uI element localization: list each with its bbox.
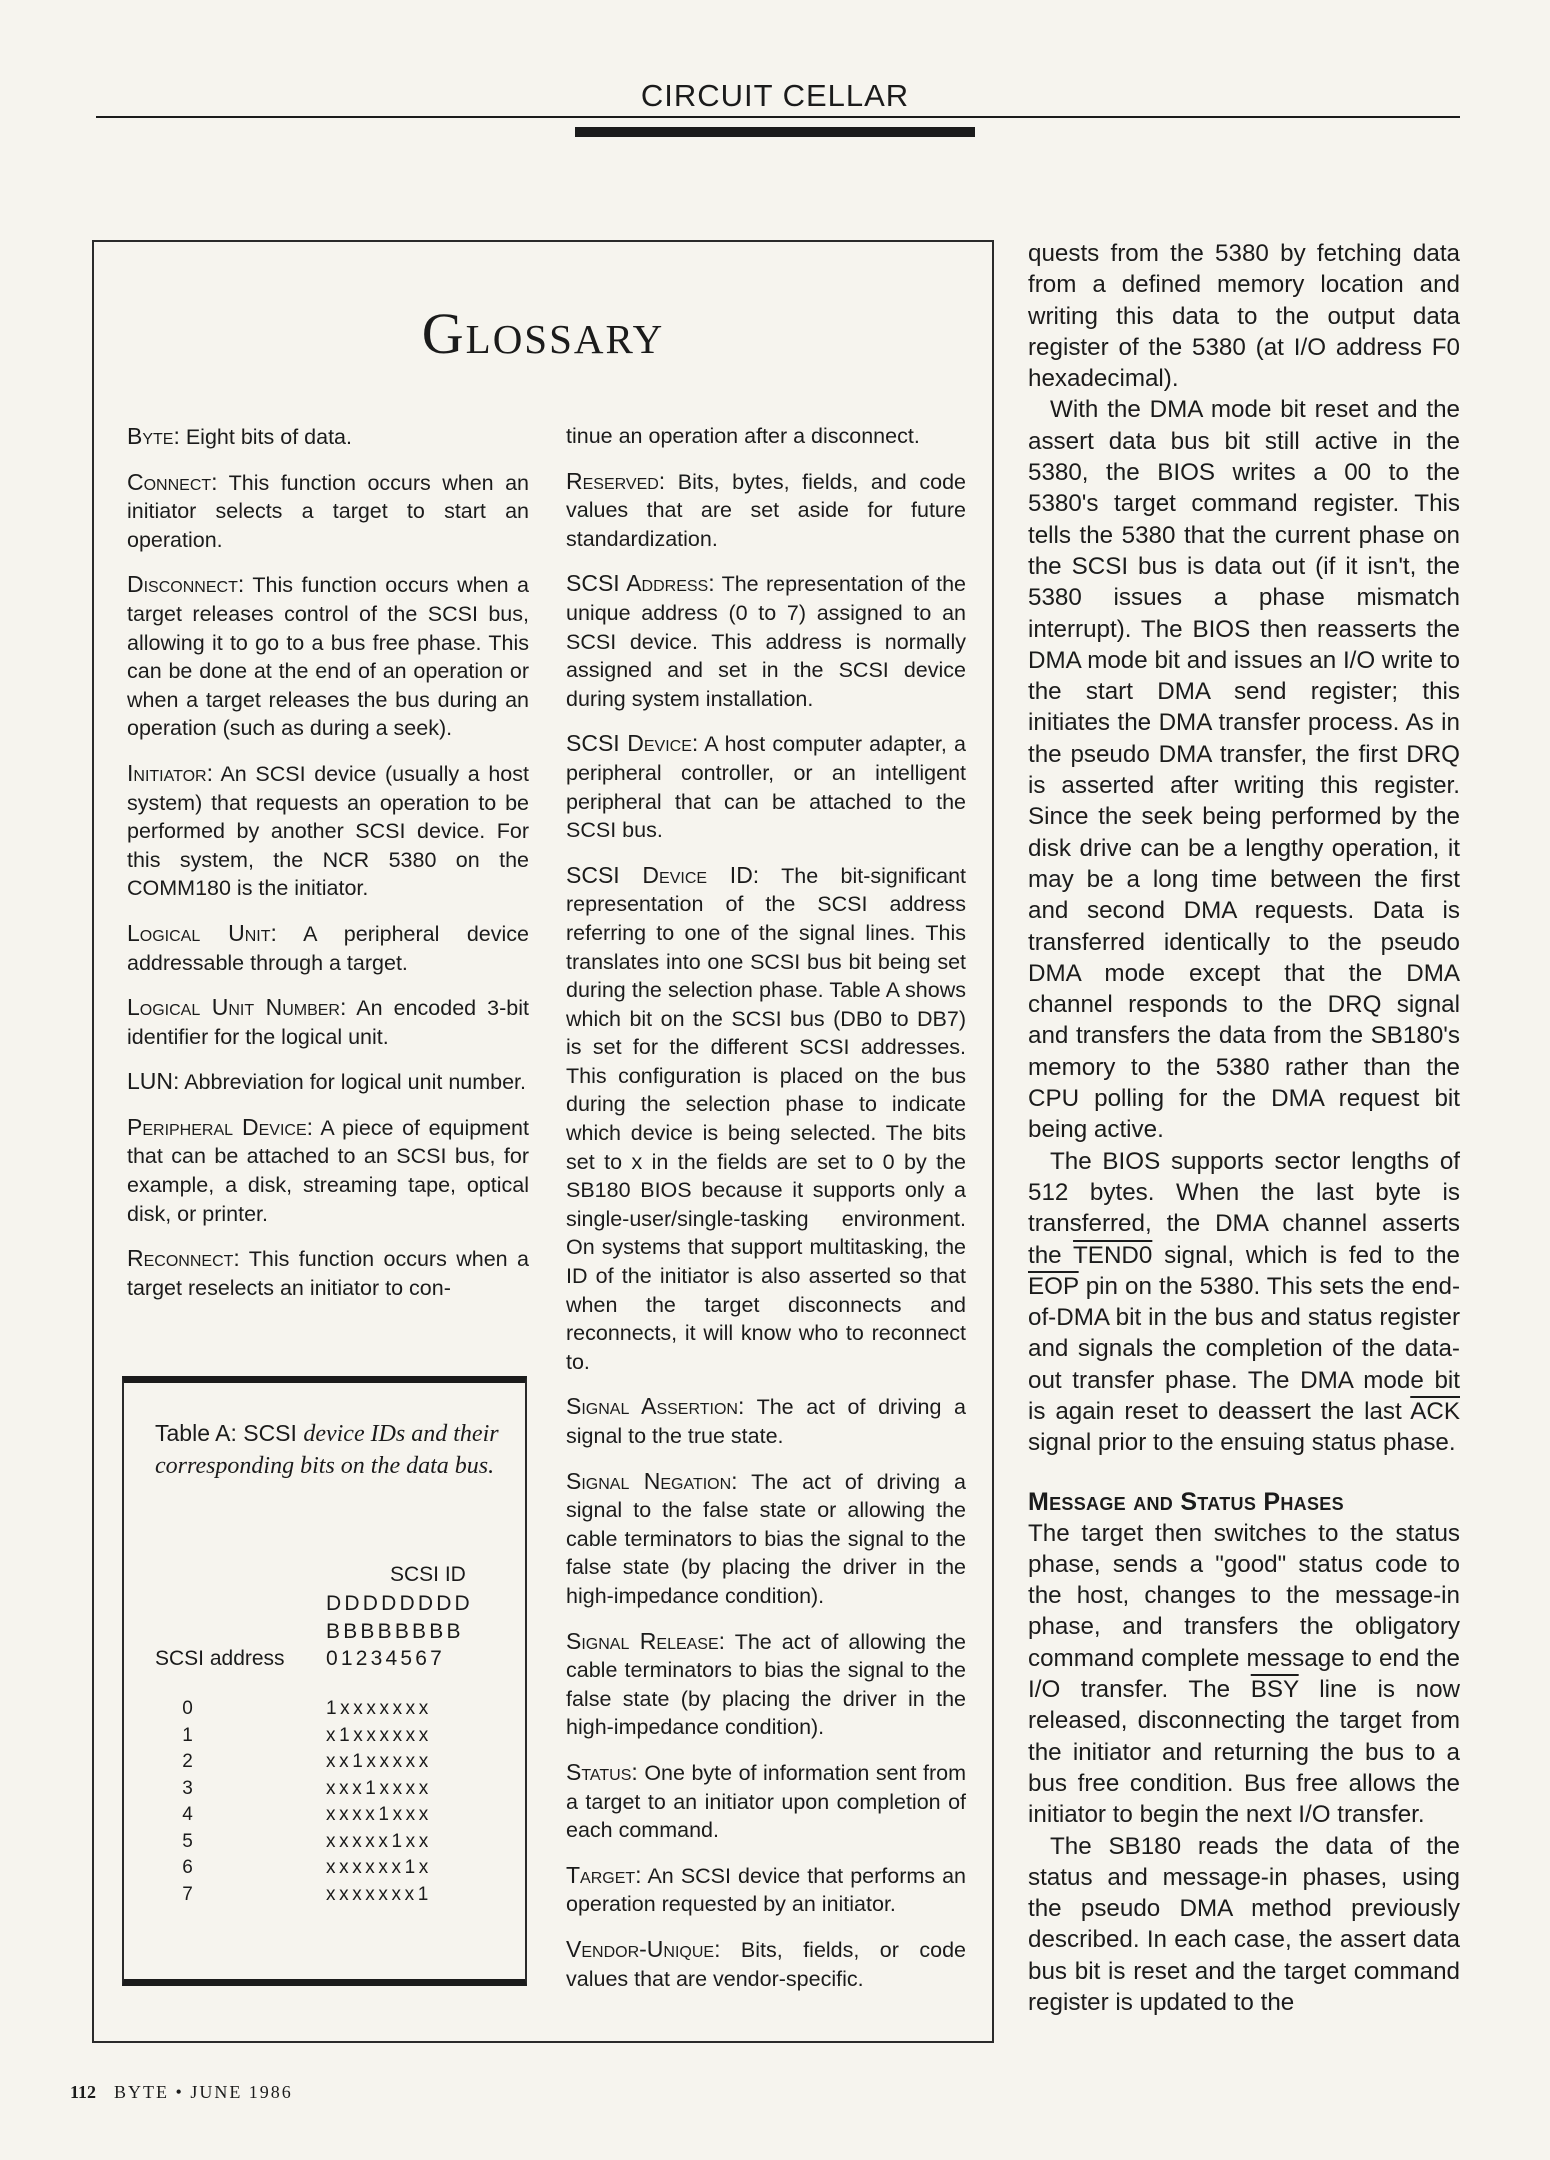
glossary-term: LUN: (127, 1068, 180, 1095)
table-cell-bits: 1xxxxxxx (326, 1698, 432, 1720)
glossary-entry (566, 1758, 966, 1845)
table-cell-address: 5 (182, 1830, 193, 1852)
table-row (150, 1749, 510, 1776)
glossary-entry (127, 919, 529, 977)
glossary-definition: The act of allowing the cable terminators to bias the signal to the false state (by placing the driver in the high-impedance condition). (566, 1629, 966, 1740)
text-run: pin on the 5380. This sets the end-of-DMA bit in the bus and status register and signals the completion of the data-out transfer phase. The DMA mode bit is again reset to deassert the last (1028, 1272, 1460, 1425)
glossary-entry (566, 729, 966, 844)
table-row (150, 1776, 510, 1803)
header-rule (96, 116, 1460, 118)
glossary-term: Disconnect: (127, 571, 245, 598)
table-cell-bits: xxxxx1xx (326, 1830, 432, 1852)
table-a-header-address: SCSI address (155, 1647, 285, 1670)
table-row (150, 1696, 510, 1723)
glossary-entry (566, 861, 966, 1377)
table-row (150, 1855, 510, 1882)
table-a-header-numbers: 01234567 (326, 1647, 446, 1670)
text-run: line is now released, disconnecting the target from the initiator and returning the bus to a bus free condition. Bus free allows the initiator to begin the next I/O transfer. (1028, 1676, 1461, 1829)
table-cell-address: 6 (182, 1857, 193, 1879)
glossary-entry (127, 1113, 529, 1228)
article-paragraph: The SB180 reads the data of the status and message-in phases, using the pseudo DMA method previously described. In each case, the assert data bus bit is reset and the target command register is updated to the (1028, 1832, 1460, 2017)
signal-eop: $\overline{EOP}$ (1028, 1272, 1079, 1300)
glossary-definition: Bits, fields, or code values that are vendor-specific. (566, 1937, 967, 1991)
glossary-entry (127, 993, 529, 1051)
table-cell-address: 0 (182, 1698, 193, 1720)
glossary-term: Peripheral Device: (127, 1113, 314, 1140)
glossary-definition: An SCSI device (usually a host system) that requests an operation to be performed by another SCSI device. For this system, the NCR 5380 on the COMM180 is the initiator. (127, 761, 529, 901)
glossary-definition: A piece of equipment that can be attached to an SCSI bus, for example, a disk, streaming tape, optical disk, or printer. (127, 1115, 529, 1226)
table-cell-bits: xxx1xxxx (326, 1777, 432, 1799)
signal-ack: $\overline{ACK}$ (1410, 1397, 1460, 1425)
text-run: The target then switches to the status phase, sends a "good" status code to the host, changes to the message-in phase, and transfers the obligatory command complete message to end the I/O transfer. The (1028, 1519, 1460, 1704)
text-run: The BIOS supports sector lengths of 512 bytes. When the last byte is transferred, the DMA channel asserts the (1028, 1147, 1460, 1269)
glossary-term: Target: (566, 1861, 642, 1888)
glossary-term: Byte: (127, 423, 180, 449)
table-cell-address: 3 (182, 1777, 193, 1799)
glossary-entry (566, 1627, 966, 1742)
signal-tend0: TEND0 (1073, 1241, 1153, 1269)
glossary-left-column (127, 422, 529, 1318)
footer-text: BYTE • JUNE 1986 (114, 2082, 293, 2102)
glossary-definition: Bits, bytes, fields, and code values that are set aside for future standardization. (566, 469, 966, 551)
glossary-term: Signal Assertion: (566, 1393, 745, 1420)
table-row (150, 1882, 510, 1909)
glossary-entry (127, 468, 529, 555)
table-cell-address: 7 (182, 1883, 193, 1905)
glossary-term: SCSI Device: (566, 730, 699, 757)
table-a-header-id: SCSI ID (390, 1563, 466, 1586)
glossary-entry (127, 759, 529, 903)
glossary-definition: This function occurs when a target releases control of the SCSI bus, allowing it to go to a bus free phase. This can be done at the end of an operation or when a target releases the bus during an operation (such as during a seek). (127, 573, 529, 741)
glossary-term: Logical Unit: (127, 919, 277, 946)
table-cell-bits: xx1xxxxx (326, 1751, 432, 1773)
table-row (150, 1829, 510, 1856)
glossary-term: SCSI Device ID: (566, 861, 760, 888)
glossary-definition: This function occurs when an initiator selects a target to start an operation. (127, 470, 530, 552)
table-row (150, 1723, 510, 1750)
table-a-caption (155, 1418, 500, 1482)
article-paragraph (1028, 1146, 1460, 1459)
glossary-definition: The act of driving a signal to the true state. (566, 1395, 966, 1448)
header-bar (575, 127, 975, 137)
glossary-definition: An SCSI device that performs an operation requested by an initiator. (566, 1863, 967, 1917)
article-paragraph: With the DMA mode bit reset and the assert data bus bit still active in the 5380, the BIOS writes a 00 to the 5380's target command register. This tells the 5380 that the current phase on the SCSI bus is data out (if it isn't, the 5380 issues a phase mismatch interrupt). The BIOS then reasserts the DMA mode bit and issues an I/O write to the start DMA send register; this initiates the DMA transfer process. As in the pseudo DMA transfer, the first DRQ is asserted after writing this register. Since the seek being performed by the disk drive can be a lengthy operation, it may be a long time between the first and second DMA requests. Data is transferred identically to the pseudo DMA mode except that the DMA channel responds to the DRQ signal and transfers the data from the SB180's memory to the 5380 rather than the CPU polling for the DMA request bit being active. (1028, 396, 1460, 1144)
glossary-right-column (566, 422, 966, 2009)
glossary-term: Reconnect: (127, 1245, 240, 1272)
table-a-caption-label: Table A: SCSI (155, 1420, 304, 1446)
page-footer (70, 2082, 293, 2103)
table-a-header-b: BBBBBBBB (326, 1620, 464, 1643)
table-cell-address: 2 (182, 1751, 193, 1773)
glossary-definition: One byte of information sent from a target to an initiator upon completion of each command. (566, 1760, 966, 1843)
table-cell-bits: xxxxxxx1 (326, 1883, 432, 1905)
table-a-rows (150, 1696, 510, 1908)
glossary-definition: Abbreviation for logical unit number. (184, 1070, 527, 1095)
table-cell-address: 4 (182, 1804, 193, 1826)
glossary-entry (566, 467, 966, 554)
glossary-term: Logical Unit Number: (127, 994, 347, 1021)
glossary-definition: An encoded 3-bit identifier for the logical unit. (127, 996, 529, 1049)
glossary-definition: The bit-significant representation of the SCSI address referring to one of the signal lines. This translates into one SCSI bus bit being set during the selection phase. Table A shows which bit on the SCSI bus (DB0 to DB7) is set for the different SCSI addresses. This configuration is placed on the bus during the selection phase to indicate which device is being selected. The bits set to x in the fields are set to 0 by the SB180 BIOS because it supports only a single-user/single-tasking environment. On systems that support multitasking, the ID of the initiator is also asserted so that when the target disconnects and reconnects, it will know who to reconnect to. (566, 863, 967, 1374)
glossary-title: Glossary (421, 301, 665, 366)
signal-bsy: $\overline{BSY}$ (1250, 1676, 1299, 1704)
glossary-definition: Eight bits of data. (185, 425, 352, 449)
glossary-entry (127, 422, 529, 452)
table-a-caption-italic: device IDs and their corresponding bits on the data bus. (155, 1421, 499, 1479)
article-paragraph (1028, 1518, 1460, 1831)
text-run: signal prior to the ensuing status phase. (1028, 1429, 1456, 1457)
text-run: signal, which is fed to the (1152, 1241, 1460, 1269)
table-a-header-d: DDDDDDDD (326, 1592, 473, 1615)
glossary-definition: A host computer adapter, a peripheral controller, or an intelligent peripheral that can be attached to the SCSI bus. (566, 732, 966, 843)
running-header: CIRCUIT CELLAR (640, 78, 910, 113)
glossary-entry (566, 1467, 966, 1611)
glossary-entry (566, 1861, 966, 1919)
glossary-entry (127, 1067, 529, 1097)
glossary-continuation: tinue an operation after a disconnect. (566, 424, 920, 448)
glossary-term: Vendor-Unique: (566, 1935, 721, 1962)
table-cell-bits: x1xxxxxx (326, 1724, 432, 1746)
glossary-term: SCSI Address: (566, 570, 715, 597)
glossary-entry (127, 1244, 529, 1302)
article-column (1028, 238, 1460, 2018)
glossary-term: Connect: (127, 468, 218, 495)
glossary-definition: The representation of the unique address (0 to 7) assigned to an SCSI device. This address is normally assigned and set in the SCSI device during system installation. (566, 572, 966, 711)
page-number: 112 (70, 2082, 97, 2102)
table-row (150, 1802, 510, 1829)
glossary-term: Status: (566, 1758, 638, 1785)
glossary-term: Signal Release: (566, 1627, 726, 1654)
article-paragraph: quests from the 5380 by fetching data from a defined memory location and writing this data to the output data register of the 5380 (at I/O address F0 hexadecimal). (1028, 240, 1460, 393)
section-heading: Message and Status Phases (1028, 1487, 1344, 1516)
table-cell-address: 1 (182, 1724, 193, 1746)
glossary-entry (566, 569, 966, 713)
table-cell-bits: xxxxxx1x (326, 1857, 432, 1879)
glossary-term: Initiator: (127, 759, 213, 786)
glossary-definition: The act of driving a signal to the false state or allowing the cable terminators to bias the signal to the false state (by placing the driver in the high-impedance condition). (566, 1469, 966, 1608)
glossary-entry (566, 1935, 966, 1993)
glossary-term: Reserved: (566, 467, 666, 494)
glossary-definition: A peripheral device addressable through a target. (127, 921, 529, 975)
glossary-entry (127, 570, 529, 743)
table-cell-bits: xxxx1xxx (326, 1804, 432, 1826)
glossary-definition: This function occurs when a target reselects an initiator to con- (127, 1247, 529, 1300)
glossary-entry (566, 1392, 966, 1450)
glossary-term: Signal Negation: (566, 1467, 738, 1494)
